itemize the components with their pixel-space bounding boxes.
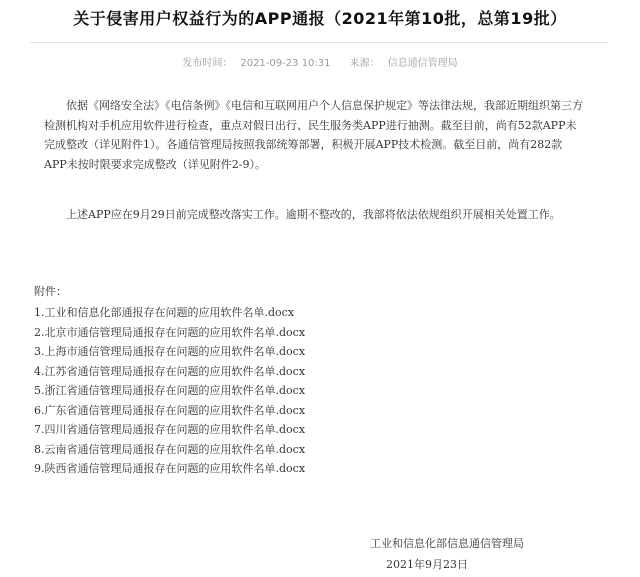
signature-organization: 工业和信息化部信息通信管理局: [370, 537, 524, 550]
attachment-link[interactable]: 4.江苏省通信管理局通报存在问题的应用软件名单.docx: [34, 364, 306, 378]
attachment-link[interactable]: 2.北京市通信管理局通报存在问题的应用软件名单.docx: [34, 325, 306, 339]
source-label: 来源：: [349, 58, 380, 69]
body-paragraph-1: 依据《网络安全法》《电信条例》《电信和互联网用户个人信息保护规定》等法律法规，我部近期组织第三方检测机构对手机应用软件进行检查，重点对假日出行、民生服务类APP进行抽测。截至目前，尚有52款APP未完成整改（详见附件1）。各通信管理局按照我部统筹部署，积极开展APP技术检测。截至目前，尚有282款APP未按时限要求完成整改（详见附件2-9）。: [44, 99, 583, 171]
attachment-link[interactable]: 1.工业和信息化部通报存在问题的应用软件名单.docx: [34, 306, 295, 319]
signature-date: 2021年9月23日: [386, 558, 468, 571]
publish-time: [178, 58, 334, 69]
attachment-link[interactable]: 6.广东省通信管理局通报存在问题的应用软件名单.docx: [34, 403, 306, 417]
attachments-list: [34, 303, 305, 479]
article-meta: [0, 54, 640, 69]
attachments-label: 附件：: [34, 285, 67, 298]
attachment-link[interactable]: 3.上海市通信管理局通报存在问题的应用软件名单.docx: [34, 345, 306, 358]
source: [346, 58, 462, 69]
publish-time-label: 发布时间：: [182, 58, 233, 69]
attachment-link[interactable]: 5.浙江省通信管理局通报存在问题的应用软件名单.docx: [34, 384, 306, 397]
publish-time-value: 2021-09-23 10:31: [240, 58, 331, 69]
body-paragraph-2: 上述APP应在9月29日前完成整改落实工作。逾期不整改的，我部将依法依规组织开展相关处置工作。: [66, 208, 561, 221]
article-title: 关于侵害用户权益行为的APP通报（2021年第10批，总第19批）: [73, 9, 567, 28]
attachment-link[interactable]: 7.四川省通信管理局通报存在问题的应用软件名单.docx: [34, 423, 306, 436]
attachment-link[interactable]: 8.云南省通信管理局通报存在问题的应用软件名单.docx: [34, 442, 306, 456]
source-value: 信息通信管理局: [387, 58, 458, 69]
title-divider: [30, 42, 608, 43]
attachment-link[interactable]: 9.陕西省通信管理局通报存在问题的应用软件名单.docx: [34, 462, 306, 475]
